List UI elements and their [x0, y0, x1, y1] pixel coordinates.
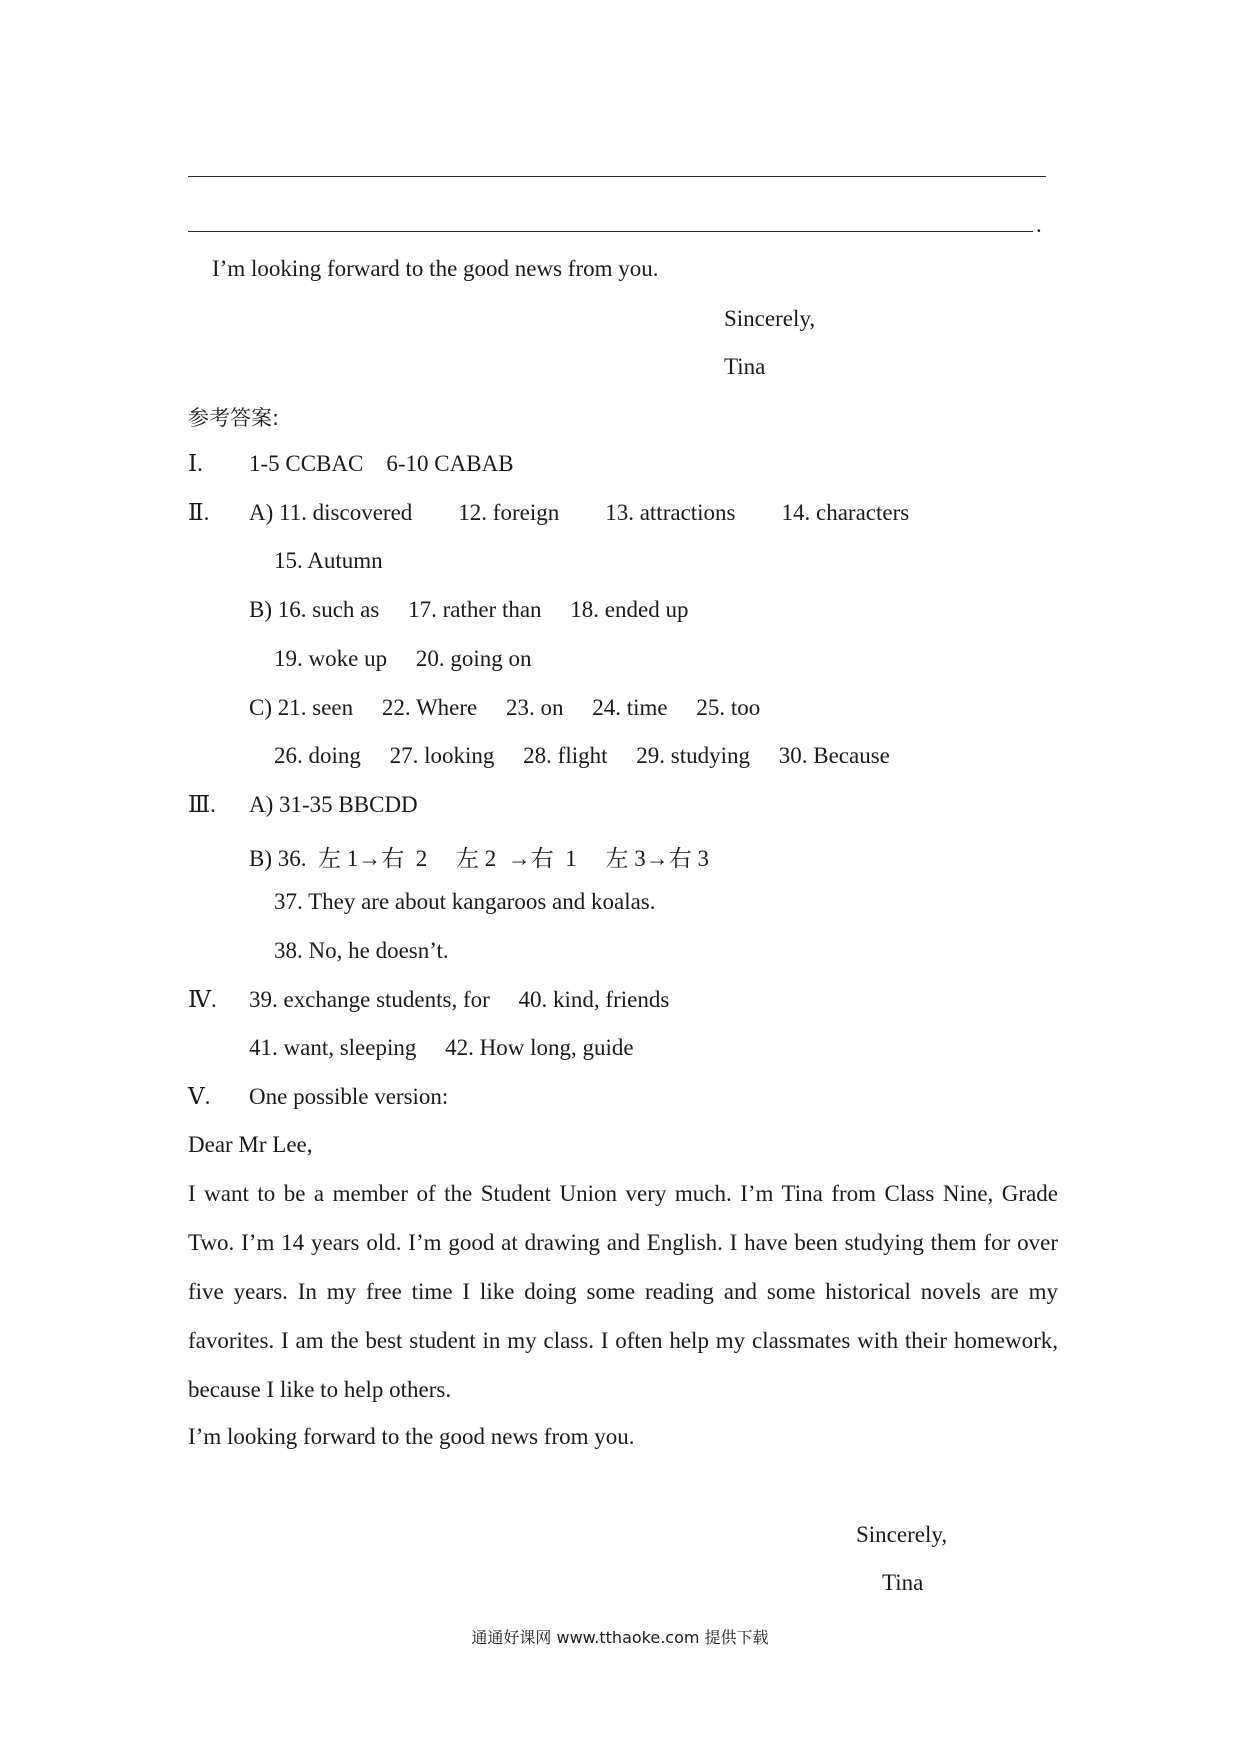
section-3-question-36: B) 36. 左 1→右 2 左 2 →右 1 左 3→右 3 [249, 846, 709, 871]
section-5-number: Ⅴ. [188, 1084, 211, 1109]
section-3-question-38: 38. No, he doesn’t. [274, 938, 449, 963]
section-3-part-a: A) 31-35 BBCDD [249, 792, 418, 817]
model-letter-closing: I’m looking forward to the good news from you. [188, 1424, 635, 1449]
section-2-part-c-line-1: C) 21. seen 22. Where 23. on 24. time 25. too [249, 695, 761, 720]
section-3-number: Ⅲ. [188, 792, 216, 817]
letter-closing-line: I’m looking forward to the good news from you. [212, 256, 659, 281]
letter-sign-off: Sincerely, [724, 306, 816, 331]
section-2-part-b-line-1: B) 16. such as 17. rather than 18. ended up [249, 597, 689, 622]
section-5-intro: One possible version: [249, 1084, 449, 1109]
letter-signature: Tina [724, 354, 766, 379]
section-4-line-2: 41. want, sleeping 42. How long, guide [249, 1035, 634, 1060]
model-letter-signature: Tina [882, 1570, 924, 1595]
blank-line-period: . [1036, 212, 1042, 237]
section-2-part-a-line-2: 15. Autumn [274, 548, 383, 573]
blank-line-1 [188, 176, 1046, 177]
model-letter-sign-off: Sincerely, [856, 1522, 948, 1547]
page-footer: 通通好课网 www.tthaoke.com 提供下载 [471, 1628, 769, 1647]
answer-key-heading: 参考答案: [188, 406, 280, 430]
section-2-part-b-line-2: 19. woke up 20. going on [274, 646, 532, 671]
model-letter-body: I want to be a member of the Student Union very much. I’m Tina from Class Nine, Grade Two. I’m 14 years old. I’m good at drawing and English. I have been studying them for over five years. In my free time I like doing some reading and some historical novels are my favorites. I am the best student in my class. I often help my classmates with their homework, because I like to help others. [188, 1181, 1058, 1402]
section-3-question-37: 37. They are about kangaroos and koalas. [274, 889, 656, 914]
section-1-answers: 1-5 CCBAC 6-10 CABAB [249, 451, 514, 476]
model-letter-greeting: Dear Mr Lee, [188, 1132, 313, 1157]
blank-line-2 [188, 231, 1033, 232]
section-2-part-a-line-1: A) 11. discovered 12. foreign 13. attractions 14. characters [249, 500, 910, 525]
section-4-line-1: 39. exchange students, for 40. kind, friends [249, 987, 670, 1012]
section-1-number: Ⅰ. [188, 451, 203, 476]
section-2-number: Ⅱ. [188, 500, 210, 525]
section-2-part-c-line-2: 26. doing 27. looking 28. flight 29. studying 30. Because [274, 743, 890, 768]
section-4-number: Ⅳ. [188, 987, 217, 1012]
